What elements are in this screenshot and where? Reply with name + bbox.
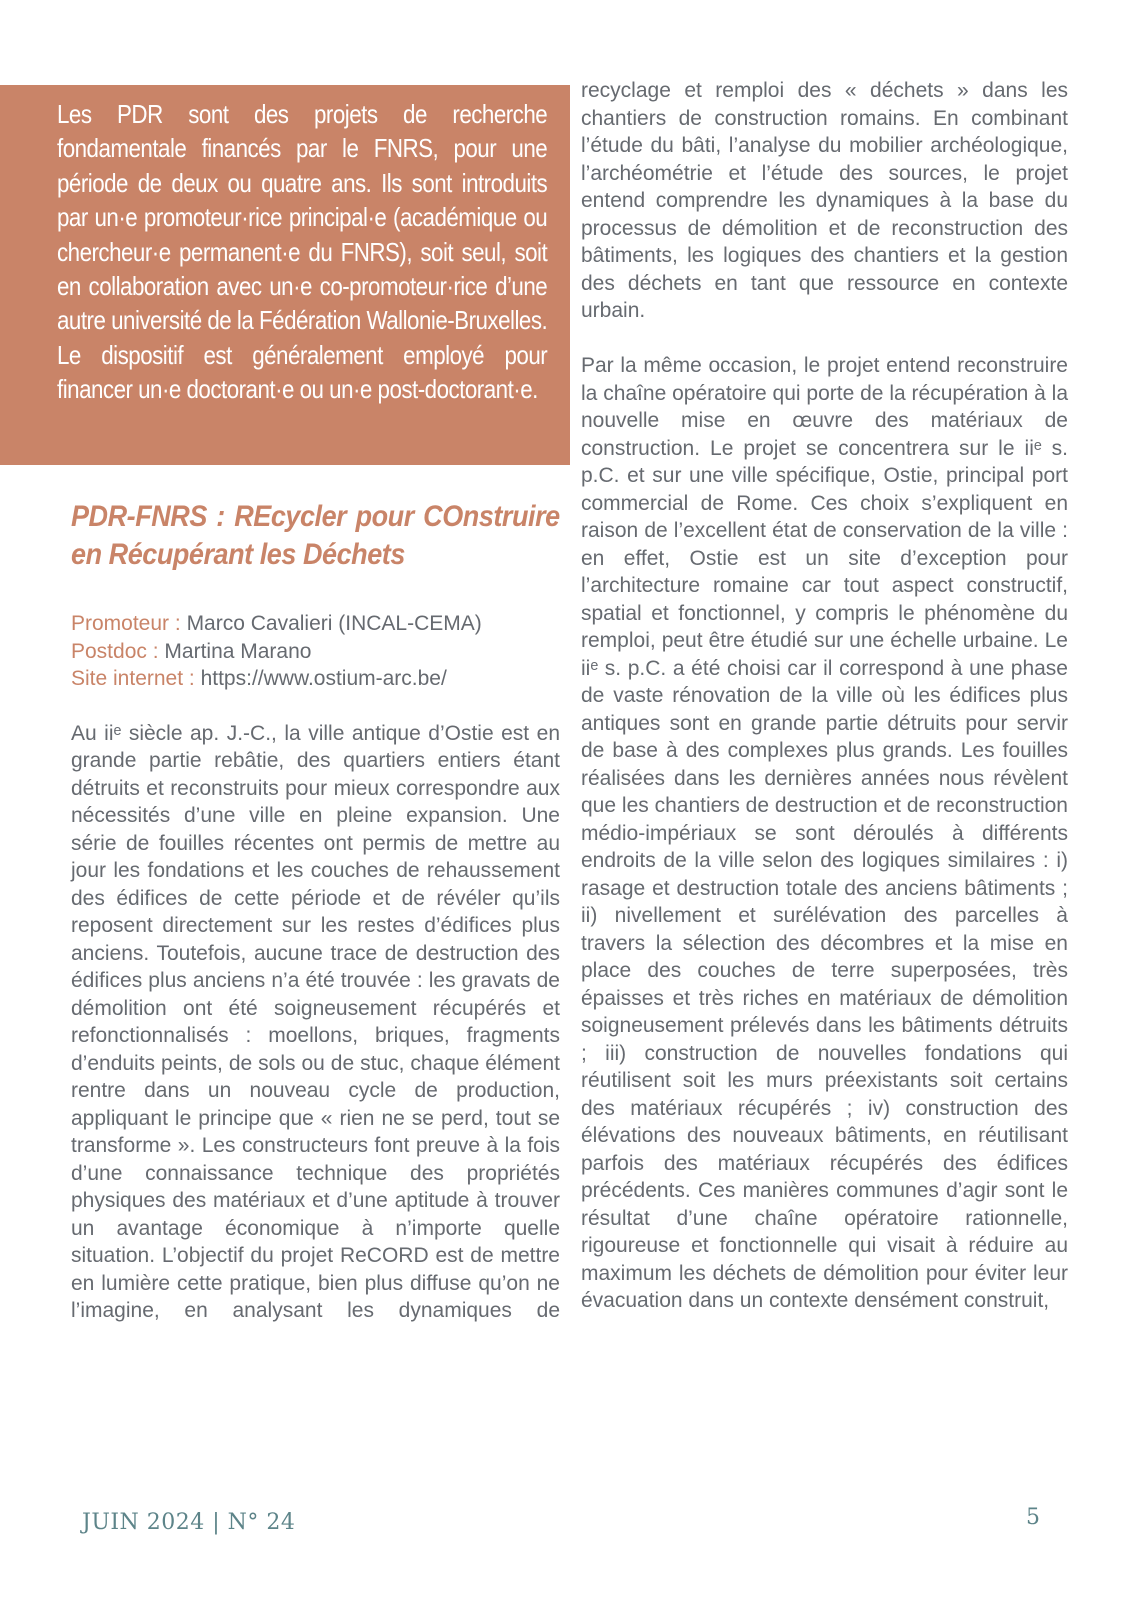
article-meta [71,610,560,693]
info-box-text: Les PDR sont des projets de recherche fondamentale financés par le FNRS, pour une période de deux ou quatre ans. Ils sont introduits par un·e promoteur·rice principal·e (académique ou chercheur·e permanent·e du FNRS), soit seul, soit en collaboration avec un·e co-promoteur·rice d’une autre université de la Fédération Wallonie-Bruxelles. Le dispositif est généralement employé pour financer un·e doctorant·e ou un·e post-doctorant·e. [57,99,548,405]
meta-label: Promoteur : [71,612,181,635]
meta-value: Marco Cavalieri (INCAL-CEMA) [186,612,482,635]
article-paragraph-2: Par la même occasion, le projet entend reconstruire la chaîne opératoire qui porte de la récupération à la nouvelle mise en œuvre des matériaux de construction. Le projet se concentrera sur le iiᵉ s. p.C. et sur une ville spécifique, Ostie, principal port commercial de Rome. Ces choix s’expliquent en raison de l’excellent état de conservation de la ville : en effet, Ostie est un site d’exception pour l’architecture romaine car tout aspect constructif, spatial et fonctionnel, y compris le phénomène du remploi, peut être étudié sur une échelle urbaine. Le iiᵉ s. p.C. a été choisi car il correspond à une phase de vaste rénovation de la ville où les édifices plus antiques sont en grande partie détruits pour servir de base à des complexes plus grands. Les fouilles réalisées dans les dernières années nous révèlent que les chantiers de destruction et de reconstruction médio-impériaux se sont déroulés à différents endroits de la ville selon des logiques similaires : i) rasage et destruction totale des anciens bâtiments ; ii) nivellement et surélévation des parcelles à travers la sélection des décombres et la mise en place des couches de terre superposées, très épaisses et très riches en matériaux de démolition soigneusement prélevés dans les bâtiments détruits ; iii) construction de nouvelles fondations qui réutilisent soit les murs préexistants soit certains des matériaux récupérés ; iv) construction des élévations des nouveaux bâtiments, en réutilisant parfois des matériaux récupérés des édifices précédents. Ces manières communes d’agir sont le résultat d’une chaîne opératoire rationnelle, rigoureuse et fonctionnelle qui visait à réduire au maximum les déchets de démolition pour éviter leur évacuation dans un contexte densément construit, [581,354,1068,1312]
issue-label: JUIN 2024 | N° 24 [82,1510,296,1535]
article-title: PDR-FNRS : REcycler pour COnstruire en Récupérant les Déchets [71,500,560,571]
website-link[interactable]: https://www.ostium-arc.be/ [200,667,447,690]
article-paragraph-1: Au iiᵉ siècle ap. J.-C., la ville antique d’Ostie est en grande partie rebâtie, des quartiers entiers étant détruits et reconstruits pour mieux correspondre aux nécessités d’une ville en pleine expansion. Une série de fouilles récentes ont permis de mettre au jour les fondations et les couches de rehaussement des édifices de cette période et de révéler qu’ils reposent directement sur les restes d’édifices plus anciens. Toutefois, aucune trace de destruction des édifices plus anciens n’a été trouvée : les gravats de démolition ont été soigneusement récupérés et refonctionnalisés : moellons, briques, fragments d’enduits peints, de sols ou de stuc, chaque élément rentre dans un nouveau cycle de production, appliquant le principe que « rien ne se perd, tout se transforme ». Les constructeurs font preuve à la fois d’une connaissance technique des propriétés physiques des matériaux et d’une aptitude à trouver un avantage économique à n’importe quelle situation. L’objectif du projet ReCORD est de mettre en lumière cette pratique, bien plus diffuse qu’on ne l’imagine, en analysant les dynamiques de [71,721,560,1322]
meta-promoteur [71,610,560,638]
meta-value: Martina Marano [164,639,312,663]
meta-postdoc [71,638,560,666]
meta-website [71,665,560,693]
meta-label: Site internet : [71,667,195,690]
left-column [71,498,560,1325]
right-column [581,77,1068,1315]
info-box [0,85,570,465]
meta-label: Postdoc : [71,639,159,663]
page-number: 5 [1026,1505,1040,1530]
article-paragraph-1-continued: recyclage et remploi des « déchets » dans les chantiers de construction romains. En combinant l’étude du bâti, l’analyse du mobilier archéologique, l’archéométrie et l’étude des sources, le projet entend comprendre les dynamiques à la base du processus de démolition et de reconstruction des bâtiments, les logiques des chantiers et la gestion des déchets en tant que ressource en contexte urbain. [581,79,1068,322]
